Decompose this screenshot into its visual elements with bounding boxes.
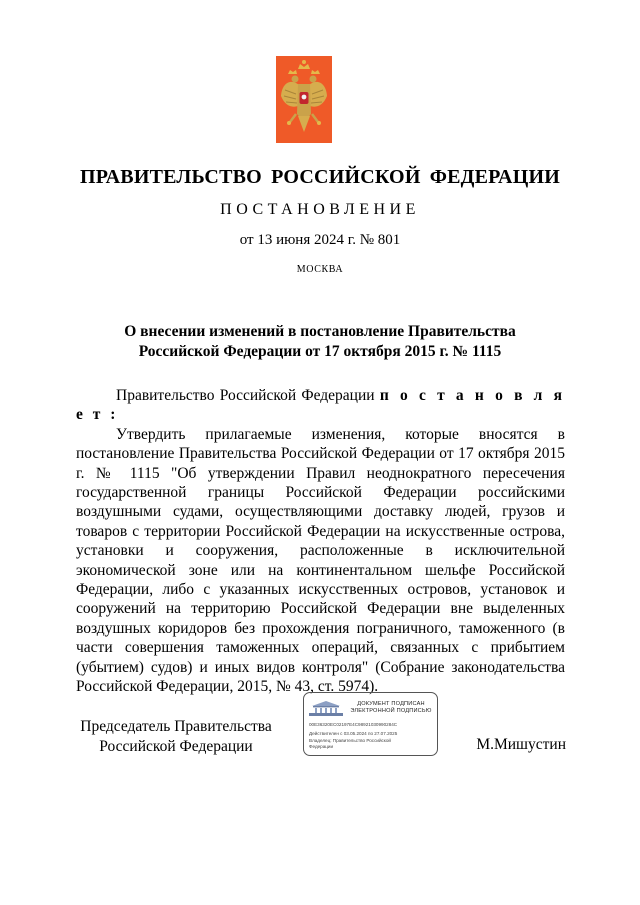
- intro-paragraph: [76, 386, 565, 425]
- stamp-title-line-1: ДОКУМЕНТ ПОДПИСАН: [357, 701, 425, 707]
- decree-title: [60, 322, 580, 362]
- signatory-position-line-2: Российской Федерации: [99, 738, 253, 755]
- signatory-position-line-1: Председатель Правительства: [80, 718, 272, 735]
- stamp-owner-line-2: Федерации: [309, 744, 334, 749]
- document-type: ПОСТАНОВЛЕНИЕ: [220, 201, 420, 218]
- stamp-owner-line-1: Владелец: Правительство Российской: [309, 738, 391, 743]
- main-paragraph: Утвердить прилагаемые изменения, которые вносятся в постановление Правительства Российской Федерации от 17 октября 2015 г. № 1115 "Об утверждении Правил неоднократного пересечения государственной границы Российской Федерации российскими воздушными судами, осуществляющими доставку людей, грузов и товаров с территории Российской Федерации на искусственные острова, установки и сооружения, расположенные в исключительной экономической зоне или на континентальном шельфе Российской Федерации, либо с указанных искусственных островов, установок и сооружений на территорию Российской Федерации вне выделенных воздушных коридоров без прохождения пограничного, таможенного (в части совершения таможенных операций, связанных с прибытием (убытием) судов) и иных видов контроля" (Собрание законодательства Российской Федерации, 2015, № 43, ст. 5974).: [76, 425, 565, 696]
- government-building-icon: [309, 700, 343, 716]
- signatory-name: М.Мишустин: [476, 736, 566, 753]
- decree-title-line-1: О внесении изменений в постановление Правительства: [124, 323, 516, 340]
- decree-date-number: от 13 июня 2024 г. № 801: [239, 232, 401, 248]
- electronic-signature-stamp: [303, 692, 438, 756]
- russian-coat-of-arms-icon: [276, 56, 332, 143]
- decree-title-line-2: Российской Федерации от 17 октября 2015 г. № 1115: [138, 343, 502, 360]
- stamp-certificate: 00E36320EC02197E4C98921030990284C: [309, 722, 398, 727]
- intro-text: Правительство Российской Федерации: [116, 387, 380, 404]
- stamp-title: [346, 701, 436, 715]
- decree-body: [76, 386, 565, 697]
- city: МОСКВА: [296, 264, 344, 275]
- stamp-validity: Действителен с 03.05.2024 по 27.07.2025: [309, 731, 398, 736]
- intro-verb: п о с т а н о в л я е т :: [76, 387, 565, 424]
- signatory-position: [76, 717, 276, 757]
- stamp-title-line-2: ЭЛЕКТРОННОЙ ПОДПИСЬЮ: [350, 708, 432, 714]
- government-name: ПРАВИТЕЛЬСТВО РОССИЙСКОЙ ФЕДЕРАЦИИ: [80, 166, 560, 188]
